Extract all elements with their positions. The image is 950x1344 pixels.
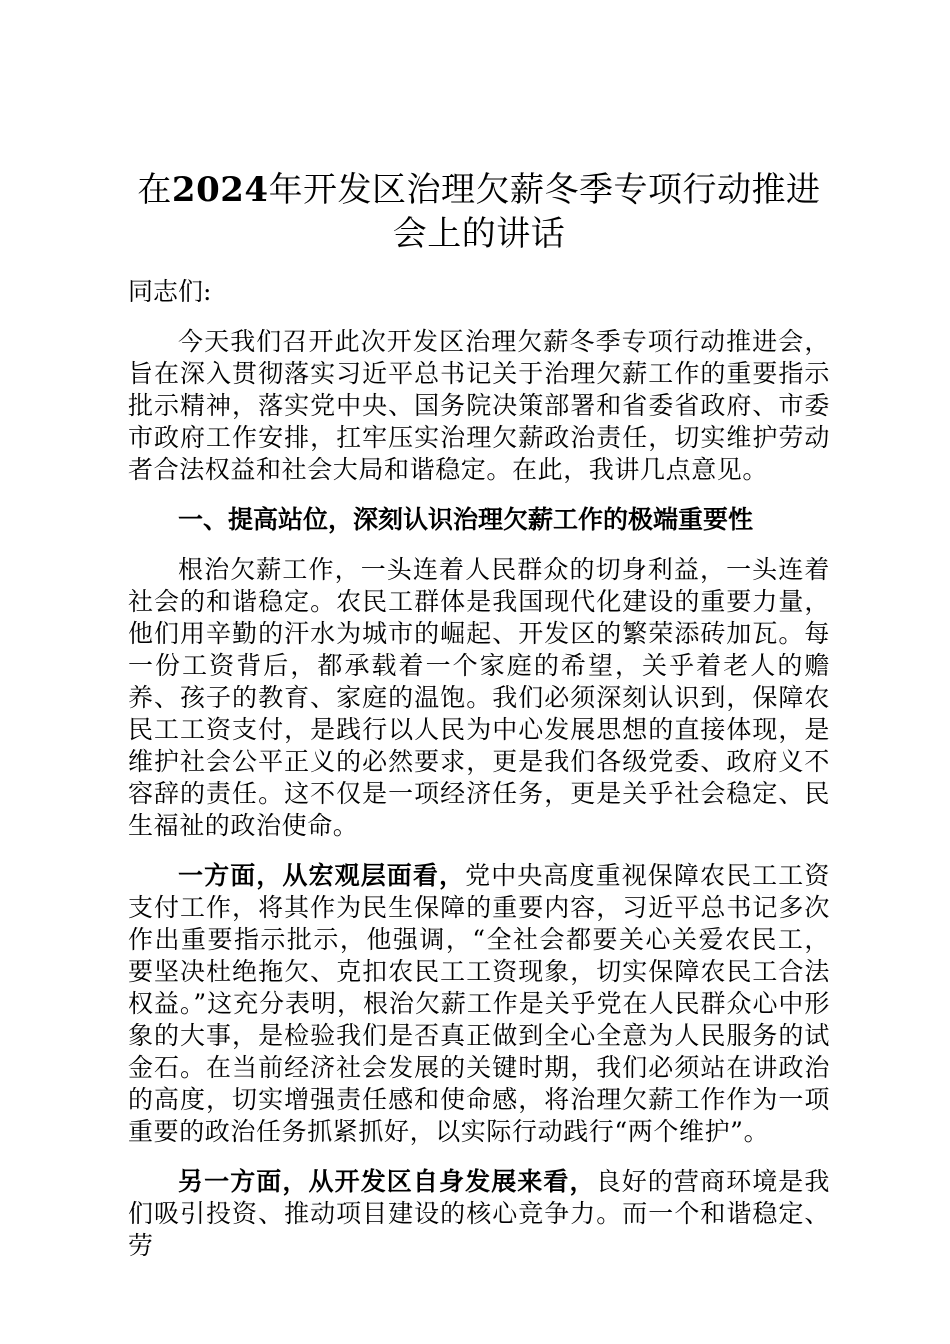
document-page bbox=[128, 168, 830, 1262]
section-1-heading: 一、提高站位，深刻认识治理欠薪工作的极端重要性 bbox=[178, 505, 754, 534]
paragraph-3-body: 良好的营商环境是我们吸引投资、推动项目建设的核心竞争力。而一个和谐稳定、劳 bbox=[128, 1167, 830, 1260]
paragraph-2-body: 党中央高度重视保障农民工工资支付工作，将其作为民生保障的重要内容，习近平总书记多次作出重要指示批示，他强调，“全社会都要关心关爱农民工，要坚决杜绝拖欠、克扣农民工工资现象，切实保障农民工合法权益。”这充分表明，根治欠薪工作是关乎党在人民群众心中形象的大事，是检验我们是否真正做到全心全意为人民服务的试金石。在当前经济社会发展的关键时期，我们必须站在讲政治的高度，切实增强责任感和使命感，将治理欠薪工作作为一项重要的政治任务抓紧抓好，以实际行动践行“两个维护”。 bbox=[128, 861, 830, 1146]
section-1-paragraph-1: 根治欠薪工作，一头连着人民群众的切身利益，一头连着社会的和谐稳定。农民工群体是我国现代化建设的重要力量，他们用辛勤的汗水为城市的崛起、开发区的繁荣添砖加瓦。每一份工资背后，都承载着一个家庭的希望，关乎着老人的赡养、孩子的教育、家庭的温饱。我们必须深刻认识到，保障农民工工资支付，是践行以人民为中心发展思想的直接体现，是维护社会公平正义的必然要求，更是我们各级党委、政府义不容辞的责任。这不仅是一项经济任务，更是关乎社会稳定、民生福祉的政治使命。 bbox=[128, 555, 830, 840]
title-suffix: 年开发区治理欠薪冬季专项行动推进会上的讲话 bbox=[268, 170, 821, 254]
paragraph-2-lead: 一方面，从宏观层面看， bbox=[178, 861, 466, 890]
title-year: 2024 bbox=[171, 170, 269, 210]
section-1-paragraph-3 bbox=[128, 1166, 830, 1262]
document-title bbox=[128, 168, 830, 256]
salutation: 同志们: bbox=[128, 277, 212, 306]
paragraph-3-lead: 另一方面，从开发区自身发展来看， bbox=[178, 1167, 596, 1196]
title-prefix: 在 bbox=[137, 170, 172, 210]
section-1-paragraph-2 bbox=[128, 860, 830, 1148]
intro-paragraph: 今天我们召开此次开发区治理欠薪冬季专项行动推进会，旨在深入贯彻落实习近平总书记关于治理欠薪工作的重要指示批示精神，落实党中央、国务院决策部署和省委省政府、市委市政府工作安排，扛牢压实治理欠薪政治责任，切实维护劳动者合法权益和社会大局和谐稳定。在此，我讲几点意见。 bbox=[128, 327, 830, 484]
